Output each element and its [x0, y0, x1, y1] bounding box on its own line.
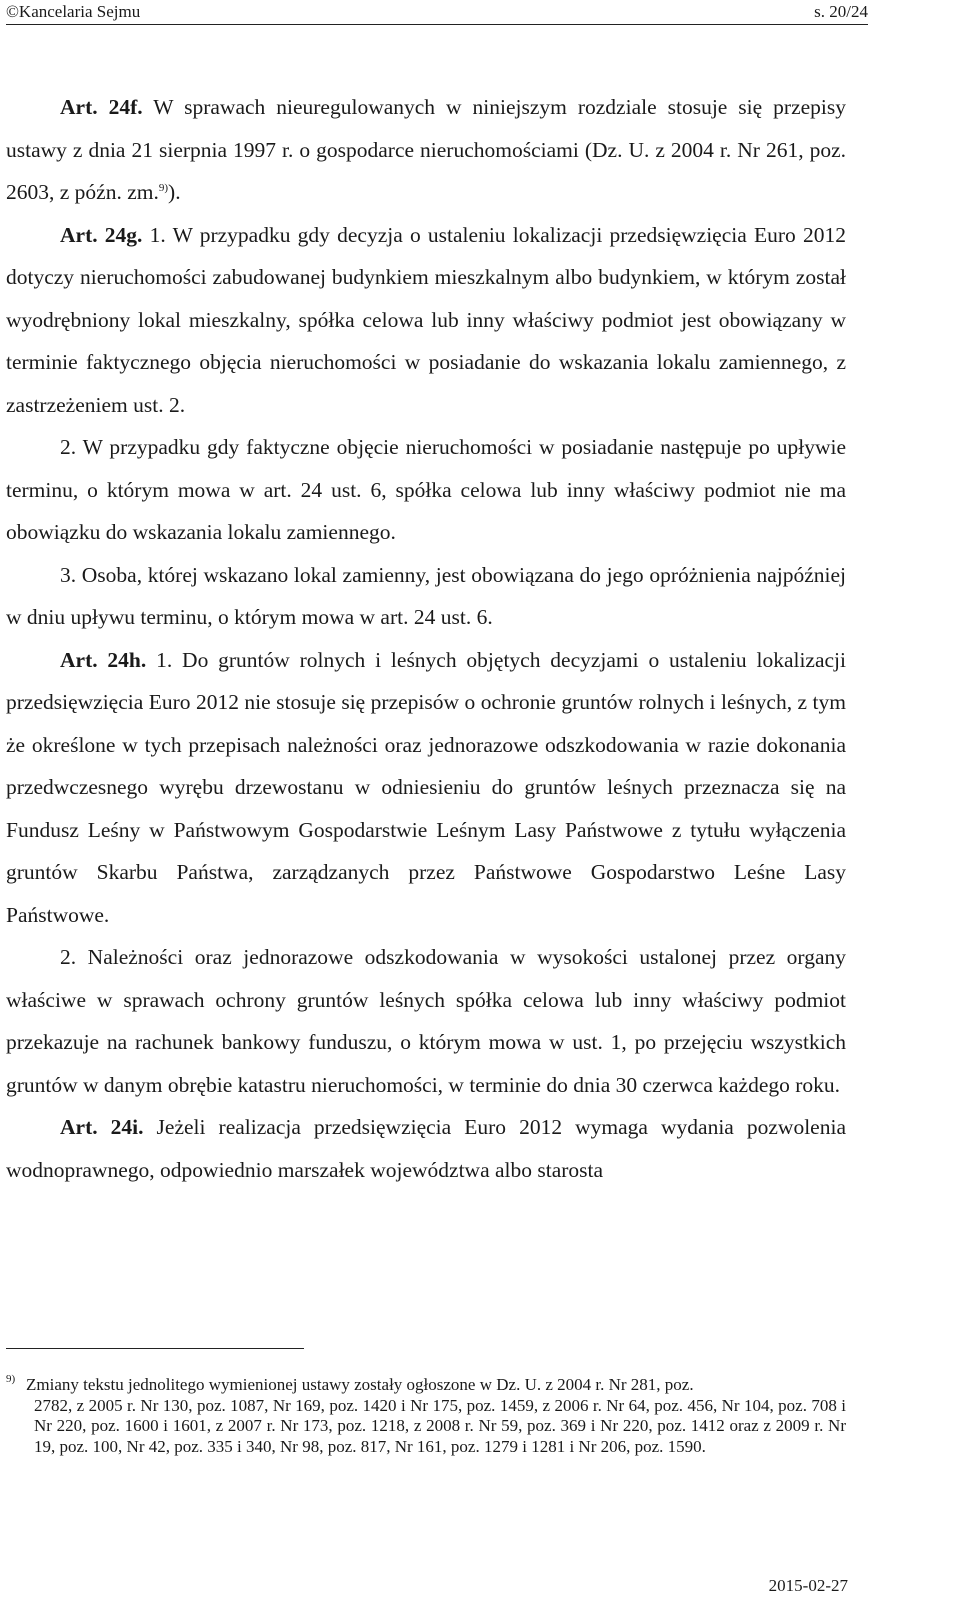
- article-24g-par1: [6, 214, 846, 427]
- article-24i: [6, 1106, 846, 1191]
- article-24g-par3: 3. Osoba, której wskazano lokal zamienny, jest obowiązana do jego opróżnienia najpóźniej w dniu upływu terminu, o którym mowa w art. 24 ust. 6.: [6, 562, 846, 629]
- document-body: [6, 86, 846, 1191]
- paragraph-text: 1. Do gruntów rolnych i leśnych objętych decyzjami o ustaleniu lokalizacji przedsięwzięcia Euro 2012 nie stosuje się przepisów o ochronie gruntów rolnych i leśnych, z tym że określone w tych przepisach należności oraz jednorazowe odszkodowania w razie dokonania przedwczesnego wyrębu drzewostanu w odniesieniu do gruntów leśnych przeznacza się na Fundusz Leśny w Państwowym Gospodarstwie Leśnym Lasy Państwowe z tytułu wyłączenia gruntów Skarbu Państwa, zarządzanych przez Państwowe Gospodarstwo Leśne Lasy Państwowe.: [6, 647, 847, 927]
- article-24f: [6, 86, 846, 214]
- paragraph-text: Jeżeli realizacja przedsięwzięcia Euro 2012 wymaga wydania pozwolenia wodnoprawnego, odpowiednio marszałek województwa albo starosta: [6, 1115, 846, 1182]
- footnote-separator: [6, 1348, 304, 1349]
- article-24g-par2: 2. W przypadku gdy faktyczne objęcie nieruchomości w posiadanie następuje po upływie terminu, o którym mowa w art. 24 ust. 6, spółka celowa lub inny właściwy podmiot nie ma obowiązku do wskazania lokalu zamiennego.: [6, 435, 846, 544]
- footnote-first-line: Zmiany tekstu jednolitego wymienionej ustawy zostały ogłoszone w Dz. U. z 2004 r. Nr 281, poz.: [26, 1375, 694, 1394]
- footnote-reference[interactable]: 9): [158, 181, 169, 194]
- copyright-label: ©Kancelaria Sejmu: [6, 2, 141, 21]
- page-header: [6, 2, 868, 25]
- page-number: s. 20/24: [814, 2, 868, 21]
- footnote-text: [26, 1375, 846, 1457]
- article-24h-par2: 2. Należności oraz jednorazowe odszkodowania w wysokości ustalonej przez organy właściwe w sprawach ochrony gruntów leśnych spółka celowa lub inny właściwy podmiot przekazuje na rachunek bankowy funduszu, o którym mowa w ust. 1, po przejęciu wszystkich gruntów w danym obrębie katastru nieruchomości, w terminie do dnia 30 czerwca każdego roku.: [6, 945, 846, 1097]
- article-text: W sprawach nieuregulowanych w niniejszym rozdziale stosuje się przepisy ustawy z dnia 21 sierpnia 1997 r. o gospodarce nieruchomościami (Dz. U. z 2004 r. Nr 261, poz. 2603, z późn. zm.: [6, 95, 847, 204]
- article-heading: Art. 24i.: [60, 1115, 144, 1139]
- article-text-tail: ).: [168, 180, 181, 204]
- article-heading: Art. 24g.: [60, 222, 143, 247]
- document-date: 2015-02-27: [768, 1576, 848, 1595]
- footnote: [6, 1375, 846, 1457]
- article-heading: Art. 24f.: [60, 95, 143, 119]
- article-heading: Art. 24h.: [60, 647, 147, 672]
- article-24h-par1: [6, 639, 846, 937]
- paragraph-text: 1. W przypadku gdy decyzja o ustaleniu lokalizacji przedsięwzięcia Euro 2012 dotyczy nieruchomości zabudowanej budynkiem mieszkalnym albo budynkiem, w którym został wyodrębniony lokal mieszkalny, spółka celowa lub inny właściwy podmiot jest obowiązany w terminie faktycznego objęcia nieruchomości w posiadanie do wskazania lokalu zamiennego, z zastrzeżeniem ust. 2.: [6, 222, 846, 417]
- footnote-continuation: 2782, z 2005 r. Nr 130, poz. 1087, Nr 169, poz. 1420 i Nr 175, poz. 1459, z 2006 r. Nr 64, poz. 456, Nr 104, poz. 708 i Nr 220, poz. 1600 i 1601, z 2007 r. Nr 173, poz. 1218, z 2008 r. Nr 59, poz. 369 i Nr 220, poz. 1412 oraz z 2009 r. Nr 19, poz. 100, Nr 42, poz. 335 i 340, Nr 98, poz. 817, Nr 161, poz. 1279 i 1281 i Nr 206, poz. 1590.: [34, 1395, 846, 1456]
- footnote-marker: 9): [6, 1373, 16, 1385]
